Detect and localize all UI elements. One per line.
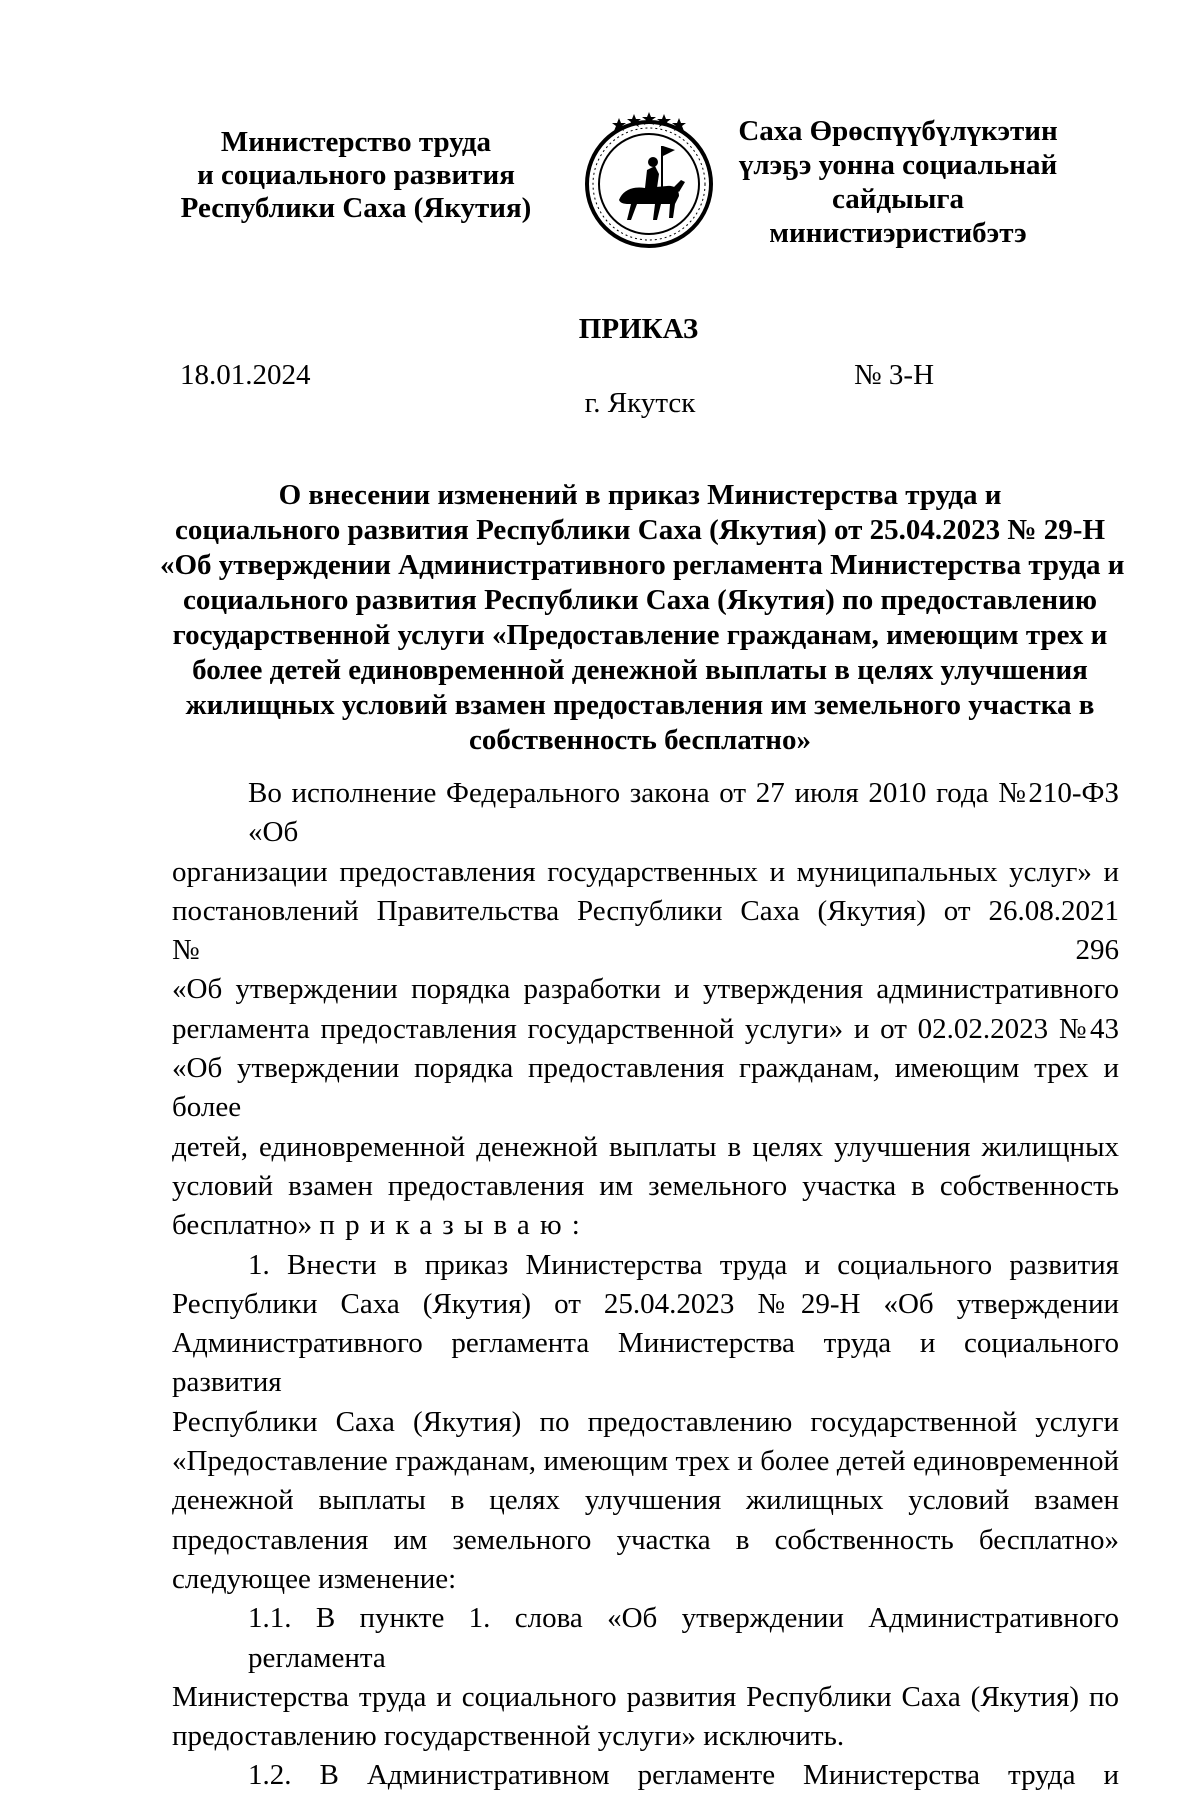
body-line: «Предоставление гражданам, имеющим трех и более детей единовременной <box>172 1445 1119 1478</box>
title-line: социального развития Республики Саха (Якутия) по предоставлению <box>183 584 1097 616</box>
ministry-name-sah-line: министиэристибэтэ <box>769 217 1027 249</box>
title-line: собственность бесплатно» <box>468 724 812 756</box>
ministry-name-sah-line: сайдыыга <box>831 183 965 215</box>
document-date: 18.01.2024 <box>180 359 311 391</box>
title-line: государственной услуги «Предоставление гражданам, имеющим трех и <box>172 619 1108 651</box>
body-line: 1.2. В Административном регламенте Министерства труда и <box>248 1759 1119 1792</box>
body-line: «Об утверждении порядка предоставления гражданам, имеющим трех и более <box>172 1052 1119 1124</box>
title-line: «Об утверждении Административного регламента Министерства труда и <box>160 549 1125 581</box>
title-line: более детей единовременной денежной выплаты в целях улучшения <box>192 654 1088 686</box>
body-line: Административного регламента Министерства труда и социального развития <box>172 1327 1119 1399</box>
document-city: г. Якутск <box>584 387 696 419</box>
clause-1-paragraph <box>172 1246 1119 1600</box>
ministry-name-ru-line: Министерство труда <box>220 126 492 158</box>
body-line: предоставления им земельного участка в собственность бесплатно» <box>172 1523 1119 1556</box>
body-line: 1. Внести в приказ Министерства труда и социального развития <box>248 1248 1119 1281</box>
body-line <box>172 1206 1119 1245</box>
body-line: организации предоставления государственных и муниципальных услуг» и <box>172 855 1119 888</box>
order-word: приказываю: <box>319 1209 590 1242</box>
body-line: детей, единовременной денежной выплаты в целях улучшения жилищных <box>172 1130 1119 1163</box>
body-line: денежной выплаты в целях улучшения жилищных условий взамен <box>172 1484 1119 1517</box>
document-number: № 3-Н <box>854 359 935 391</box>
body-line: предоставлению государственной услуги» исключить. <box>172 1720 845 1753</box>
title-line: жилищных условий взамен предоставления им земельного участка в <box>185 689 1095 721</box>
clause-1-1-paragraph <box>172 1599 1119 1756</box>
ministry-name-ru-line: Республики Саха (Якутия) <box>180 192 532 224</box>
body-line: постановлений Правительства Республики Саха (Якутия) от 26.08.2021 №296 <box>172 894 1119 967</box>
document-body <box>172 774 1119 1796</box>
title-line: социального развития Республики Саха (Якутия) от 25.04.2023 № 29-Н <box>174 514 1105 546</box>
body-line: Республики Саха (Якутия) по предоставлению государственной услуги <box>172 1405 1119 1438</box>
body-line: Республики Саха (Якутия) от 25.04.2023 №29-Н «Об утверждении <box>172 1287 1119 1320</box>
body-line: регламента предоставления государственной услуги» и от 02.02.2023 №43 <box>172 1012 1119 1045</box>
document-title <box>160 478 1125 758</box>
ministry-name-sah-line: үлэҕэ уонна социальнай <box>738 149 1058 181</box>
body-line: Во исполнение Федерального закона от 27 июля 2010 года №210-ФЗ «Об <box>248 777 1119 849</box>
title-line: О внесении изменений в приказ Министерства труда и <box>278 479 1002 511</box>
document-type: ПРИКАЗ <box>578 313 699 345</box>
body-line: следующее изменение: <box>172 1562 457 1595</box>
coat-of-arms-emblem <box>575 108 723 256</box>
body-line: Министерства труда и социального развития Республики Саха (Якутия) по <box>172 1680 1119 1713</box>
body-line: «Об утверждении порядка разработки и утверждения административного <box>172 973 1119 1006</box>
ministry-name-sah <box>706 114 1090 250</box>
ministry-name-ru <box>160 126 552 225</box>
ministry-name-sah-line: Саха Өрөспүүбүлүкэтин <box>738 115 1058 147</box>
ministry-name-ru-line: и социального развития <box>197 159 515 191</box>
body-line: 1.1. В пункте 1. слова «Об утверждении Административного регламента <box>248 1602 1119 1674</box>
body-line-text: бесплатно» <box>172 1209 313 1242</box>
clause-1-2-paragraph <box>172 1756 1119 1795</box>
body-line: условий взамен предоставления им земельного участка в собственность <box>172 1169 1119 1202</box>
preamble-paragraph <box>172 774 1119 1246</box>
